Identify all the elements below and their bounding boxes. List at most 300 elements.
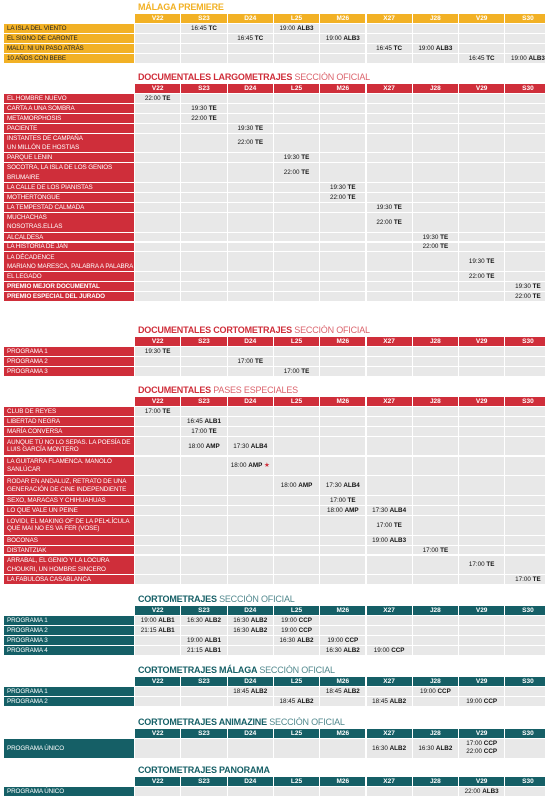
- schedule-cell: [459, 114, 504, 123]
- venue-code: CCP: [344, 636, 359, 644]
- venue-code: TE: [162, 347, 171, 355]
- film-title: [4, 252, 134, 271]
- schedule-cell: [459, 272, 504, 281]
- film-title: MARÍA CONVERSA: [4, 427, 134, 436]
- schedule-cell: [367, 104, 412, 113]
- schedule-cell: [228, 183, 273, 192]
- day-header-m26: M26: [320, 606, 365, 615]
- film-title: EL LEGADO: [4, 272, 134, 281]
- venue-code: TE: [254, 124, 264, 132]
- venue-code: ALB2: [297, 697, 314, 705]
- screening-time: 19:00 ALB1: [140, 616, 175, 624]
- schedule-cell: [367, 536, 412, 545]
- schedule-cell: [274, 536, 319, 545]
- schedule-cell: [274, 54, 319, 63]
- schedule-cell: [367, 44, 412, 53]
- schedule-cell: [505, 272, 545, 281]
- schedule-row: [4, 697, 541, 706]
- schedule-row: [4, 367, 541, 376]
- section-title: [138, 665, 335, 675]
- day-header-s23: S23: [181, 677, 226, 686]
- schedule-cell: [320, 417, 365, 426]
- schedule-cell: [413, 114, 458, 123]
- schedule-cell: [320, 575, 365, 584]
- film-title-line: CHOUKRI, UN HOMBRE SINCERO: [7, 566, 106, 574]
- schedule-cell: [181, 575, 226, 584]
- day-header-s23: S23: [181, 337, 226, 346]
- schedule-cell: [181, 134, 226, 153]
- schedule-cell: [274, 193, 319, 202]
- schedule-cell: [181, 506, 226, 515]
- schedule-cell: [459, 687, 504, 696]
- schedule-cell: [274, 739, 319, 758]
- schedule-cell: [367, 183, 412, 192]
- schedule-cell: [135, 292, 180, 301]
- schedule-cell: [505, 427, 545, 436]
- schedule-row: [4, 546, 541, 555]
- screening-time: 19:00 CCP: [466, 697, 498, 705]
- venue-code: ALB1: [158, 626, 175, 634]
- schedule-cell: [459, 697, 504, 706]
- schedule-row: [4, 282, 541, 291]
- schedule-cell: [135, 367, 180, 376]
- schedule-row: [4, 427, 541, 436]
- schedule-cell: [505, 496, 545, 505]
- schedule-cell: [274, 203, 319, 212]
- schedule-cell: [505, 575, 545, 584]
- screening-time: 16:30 ALB2: [186, 616, 221, 624]
- screening-time: 17:00 TE: [191, 427, 217, 435]
- schedule-cell: [228, 243, 273, 252]
- schedule-cell: [413, 34, 458, 43]
- screening-time: 16:30 ALB2: [372, 744, 407, 752]
- schedule-cell: [274, 556, 319, 575]
- day-header-j28: J28: [413, 606, 458, 615]
- screening-time: 19:30 TE: [191, 104, 217, 112]
- schedule-cell: [459, 496, 504, 505]
- schedule-cell: [274, 476, 319, 495]
- schedule-cell: [135, 506, 180, 515]
- schedule-cell: [367, 213, 412, 232]
- film-title: MOTHERTONGUE: [4, 193, 134, 202]
- schedule-cell: [181, 193, 226, 202]
- schedule-cell: [413, 124, 458, 133]
- schedule-cell: [459, 282, 504, 291]
- venue-code: TE: [486, 258, 495, 266]
- schedule-row: [4, 536, 541, 545]
- screening-time: 21:15 ALB1: [186, 646, 221, 654]
- venue-code: TE: [301, 154, 310, 162]
- header-spacer: [4, 84, 134, 93]
- film-title: LA HISTORIA DE JAN: [4, 243, 134, 252]
- schedule-cell: [320, 94, 365, 103]
- schedule-cell: [320, 687, 365, 696]
- schedule-cell: [320, 739, 365, 758]
- schedule-cell: [135, 575, 180, 584]
- schedule-cell: [367, 636, 412, 645]
- schedule-cell: [135, 183, 180, 192]
- schedule-cell: [459, 233, 504, 242]
- day-header-s30: S30: [505, 397, 545, 406]
- schedule-cell: [505, 54, 545, 63]
- screening-time: 16:30 ALB2: [325, 646, 360, 654]
- day-header-x27: X27: [367, 606, 412, 615]
- screening-time: 22:00 TE: [422, 243, 449, 251]
- schedule-cell: [274, 34, 319, 43]
- schedule-cell: [320, 506, 365, 515]
- day-header-l25: L25: [274, 606, 319, 615]
- day-header-x27: X27: [367, 777, 412, 786]
- venue-code: CCP: [483, 748, 498, 756]
- schedule-cell: [459, 476, 504, 495]
- schedule-cell: [413, 24, 458, 33]
- schedule-cell: [228, 282, 273, 291]
- section-title-main: CORTOMETRAJES PANORAMA: [138, 765, 270, 775]
- schedule-cell: [135, 556, 180, 575]
- schedule-cell: [459, 153, 504, 162]
- schedule-cell: [413, 476, 458, 495]
- header-spacer: [4, 14, 134, 23]
- schedule-cell: [459, 636, 504, 645]
- schedule-cell: [459, 203, 504, 212]
- screening-time: 17:00 TE: [422, 546, 449, 554]
- schedule-cell: [274, 134, 319, 153]
- schedule-cell: [459, 516, 504, 535]
- schedule-cell: [135, 272, 180, 281]
- schedule-cell: [135, 357, 180, 366]
- schedule-cell: [320, 347, 365, 356]
- screening-time: 19:00 CCP: [281, 626, 312, 634]
- schedule-cell: [459, 536, 504, 545]
- venue-code: TE: [162, 94, 171, 102]
- schedule-cell: [367, 233, 412, 242]
- screening-time: 22:00 TE: [376, 218, 402, 226]
- schedule-row: [4, 476, 541, 495]
- venue-code: TE: [532, 292, 541, 300]
- venue-code: ALB2: [250, 626, 268, 634]
- schedule-cell: [135, 104, 180, 113]
- schedule-cell: [413, 437, 458, 456]
- schedule-row: [4, 575, 541, 584]
- venue-code: CCP: [298, 626, 312, 634]
- schedule-row: [4, 34, 541, 43]
- schedule-cell: [228, 427, 273, 436]
- day-header-s30: S30: [505, 14, 545, 23]
- schedule-cell: [413, 697, 458, 706]
- schedule-cell: [459, 616, 504, 625]
- day-header-x27: X27: [367, 337, 412, 346]
- day-header-x27: X27: [367, 677, 412, 686]
- venue-code: TE: [208, 114, 217, 122]
- day-header-s23: S23: [181, 777, 226, 786]
- schedule-row: [4, 496, 541, 505]
- schedule-cell: [367, 282, 412, 291]
- schedule-row: [4, 407, 541, 416]
- section-title: [138, 594, 295, 604]
- schedule-cell: [228, 496, 273, 505]
- schedule-cell: [181, 417, 226, 426]
- schedule-cell: [367, 626, 412, 635]
- schedule-cell: [181, 367, 226, 376]
- schedule-cell: [181, 292, 226, 301]
- schedule-cell: [274, 282, 319, 291]
- venue-code: ALB3: [435, 44, 453, 52]
- film-title: LA GUITARRA FLAMENCA. MANOLO SANLÚCAR: [4, 457, 134, 476]
- venue-code: ALB3: [297, 24, 314, 32]
- schedule-cell: [505, 134, 545, 153]
- schedule-row: [4, 616, 541, 625]
- schedule-cell: [274, 124, 319, 133]
- schedule-cell: [320, 546, 365, 555]
- section-title: [138, 2, 224, 12]
- day-header-j28: J28: [413, 777, 458, 786]
- schedule-cell: [274, 516, 319, 535]
- screening-time: 17:00 TE: [144, 407, 171, 415]
- schedule-cell: [135, 94, 180, 103]
- schedule-cell: [413, 282, 458, 291]
- schedule-cell: [367, 357, 412, 366]
- schedule-cell: [320, 496, 365, 505]
- film-title: EL SIGNO DE CARONTE: [4, 34, 134, 43]
- schedule-row: [4, 636, 541, 645]
- screening-time: 17:00 TE: [376, 521, 402, 529]
- schedule-cell: [135, 636, 180, 645]
- schedule-cell: [413, 134, 458, 153]
- schedule-cell: [505, 367, 545, 376]
- screening-time: 17:30 ALB4: [233, 442, 268, 450]
- schedule-cell: [181, 357, 226, 366]
- day-header-v29: V29: [459, 729, 504, 738]
- schedule-cell: [367, 457, 412, 476]
- schedule-cell: [181, 34, 226, 43]
- schedule-cell: [228, 44, 273, 53]
- schedule-cell: [135, 54, 180, 63]
- schedule-cell: [228, 193, 273, 202]
- schedule-cell: [135, 252, 180, 271]
- screening-time: 19:00 ALB3: [325, 34, 360, 42]
- screening-time: 17:00 TE: [283, 367, 310, 375]
- screening-time: 16:30 ALB2: [233, 626, 268, 634]
- schedule-cell: [459, 347, 504, 356]
- day-header-row: [4, 777, 541, 786]
- schedule-cell: [413, 104, 458, 113]
- schedule-cell: [320, 104, 365, 113]
- schedule-row: [4, 203, 541, 212]
- schedule-row: [4, 626, 541, 635]
- schedule-cell: [459, 134, 504, 153]
- schedule-cell: [505, 516, 545, 535]
- schedule-cell: [459, 124, 504, 133]
- day-header-m26: M26: [320, 14, 365, 23]
- schedule-cell: [413, 646, 458, 655]
- film-title: RODAR EN ANDALUZ, RETRATO DE UNA GENERACIÓN DE CINE INDEPENDIENTE: [4, 476, 134, 495]
- schedule-cell: [228, 636, 273, 645]
- schedule-cell: [135, 44, 180, 53]
- schedule-cell: [228, 556, 273, 575]
- venue-code: AMP: [248, 462, 263, 470]
- schedule-cell: [181, 282, 226, 291]
- schedule-row: [4, 252, 541, 271]
- schedule-cell: [413, 739, 458, 758]
- film-title: LOVIDI, EL MAKING OF DE LA PEL•LÍCULA QUE MAI NO ES VA FER (VOSE): [4, 516, 134, 535]
- schedule-cell: [228, 134, 273, 153]
- schedule-row: [4, 104, 541, 113]
- schedule-cell: [181, 44, 226, 53]
- schedule-cell: [135, 347, 180, 356]
- day-header-v29: V29: [459, 606, 504, 615]
- schedule-cell: [320, 233, 365, 242]
- schedule-cell: [320, 114, 365, 123]
- schedule-cell: [413, 417, 458, 426]
- schedule-cell: [228, 687, 273, 696]
- day-header-s30: S30: [505, 777, 545, 786]
- schedule-cell: [320, 282, 365, 291]
- schedule-cell: [181, 496, 226, 505]
- section-title-main: CORTOMETRAJES ANIMAZINE: [138, 717, 267, 727]
- header-spacer: [4, 729, 134, 738]
- day-header-s23: S23: [181, 14, 226, 23]
- schedule-cell: [228, 163, 273, 182]
- schedule-cell: [228, 407, 273, 416]
- schedule-row: [4, 347, 541, 356]
- venue-code: CCP: [298, 616, 312, 624]
- film-title: 10 AÑOS CON BEBE: [4, 54, 134, 63]
- schedule-cell: [413, 556, 458, 575]
- film-title-line: UN MILLÓN DE HOSTIAS: [7, 144, 80, 152]
- schedule-row: [4, 94, 541, 103]
- film-title-line: SOCOTRA, LA ISLA DE LOS GENIOS: [7, 164, 113, 172]
- schedule-cell: [274, 213, 319, 232]
- schedule-cell: [228, 516, 273, 535]
- schedule-row: [4, 213, 541, 232]
- schedule-cell: [367, 616, 412, 625]
- section-subtitle: PASES ESPECIALES: [213, 385, 298, 395]
- schedule-cell: [228, 626, 273, 635]
- schedule-row: [4, 292, 541, 301]
- screening-time: 16:45 TC: [191, 24, 217, 32]
- schedule-row: [4, 556, 541, 575]
- venue-code: ALB3: [528, 54, 545, 62]
- venue-code: ALB3: [482, 787, 499, 795]
- schedule-cell: [459, 193, 504, 202]
- schedule-cell: [181, 646, 226, 655]
- schedule-cell: [181, 163, 226, 182]
- schedule-cell: [181, 183, 226, 192]
- schedule-cell: [367, 114, 412, 123]
- schedule-cell: [274, 243, 319, 252]
- schedule-cell: [459, 367, 504, 376]
- day-header-v29: V29: [459, 397, 504, 406]
- film-title: [4, 213, 134, 232]
- venue-code: TE: [440, 243, 449, 251]
- schedule-cell: [320, 646, 365, 655]
- day-header-v22: V22: [135, 337, 180, 346]
- schedule-cell: [505, 437, 545, 456]
- schedule-cell: [505, 252, 545, 271]
- schedule-cell: [135, 114, 180, 123]
- schedule-cell: [320, 616, 365, 625]
- day-header-m26: M26: [320, 729, 365, 738]
- schedule-cell: [320, 183, 365, 192]
- schedule-cell: [505, 357, 545, 366]
- day-header-v22: V22: [135, 677, 180, 686]
- day-header-d24: D24: [228, 14, 273, 23]
- schedule-row: [4, 114, 541, 123]
- screening-time: 19:00 CCP: [419, 687, 451, 695]
- day-header-v22: V22: [135, 397, 180, 406]
- schedule-cell: [505, 546, 545, 555]
- screening-time: 19:00 ALB3: [510, 54, 545, 62]
- schedule-cell: [505, 407, 545, 416]
- schedule-cell: [135, 233, 180, 242]
- screening-time: 22:00 TE: [283, 169, 310, 177]
- schedule-cell: [228, 646, 273, 655]
- film-title: BOCONAS: [4, 536, 134, 545]
- schedule-cell: [413, 575, 458, 584]
- day-header-l25: L25: [274, 729, 319, 738]
- section-title-main: DOCUMENTALES CORTOMETRAJES: [138, 325, 292, 335]
- schedule-cell: [413, 54, 458, 63]
- day-header-m26: M26: [320, 397, 365, 406]
- venue-code: AMP: [344, 506, 359, 514]
- schedule-cell: [135, 407, 180, 416]
- schedule-cell: [228, 203, 273, 212]
- schedule-cell: [505, 24, 545, 33]
- schedule-cell: [320, 457, 365, 476]
- schedule-cell: [274, 407, 319, 416]
- schedule-cell: [181, 94, 226, 103]
- schedule-cell: [413, 496, 458, 505]
- schedule-cell: [459, 739, 504, 758]
- schedule-cell: [367, 243, 412, 252]
- schedule-cell: [320, 124, 365, 133]
- schedule-cell: [505, 114, 545, 123]
- venue-code: ALB2: [389, 744, 407, 752]
- venue-code: TE: [162, 407, 171, 415]
- schedule-cell: [135, 646, 180, 655]
- section-subtitle: SECCIÓN OFICIAL: [294, 72, 370, 82]
- section-subtitle: SECCIÓN OFICIAL: [294, 325, 370, 335]
- schedule-cell: [274, 357, 319, 366]
- schedule-cell: [367, 153, 412, 162]
- schedule-cell: [367, 347, 412, 356]
- schedule-cell: [320, 213, 365, 232]
- schedule-cell: [181, 24, 226, 33]
- venue-code: CCP: [437, 687, 451, 695]
- section-title-main: CORTOMETRAJES MÁLAGA: [138, 665, 258, 675]
- schedule-row: [4, 357, 541, 366]
- section-title: [138, 325, 370, 335]
- section-title: [138, 385, 298, 395]
- screening-time: 19:00 CCP: [373, 646, 405, 654]
- screening-time: 16:30 ALB2: [418, 744, 453, 752]
- day-header-v29: V29: [459, 777, 504, 786]
- schedule-cell: [135, 616, 180, 625]
- schedule-cell: [367, 687, 412, 696]
- schedule-cell: [320, 536, 365, 545]
- day-header-row: [4, 729, 541, 738]
- schedule-cell: [181, 153, 226, 162]
- schedule-cell: [135, 546, 180, 555]
- schedule-row: [4, 124, 541, 133]
- venue-code: TC: [393, 44, 403, 52]
- day-header-v29: V29: [459, 677, 504, 686]
- venue-code: TE: [532, 283, 541, 291]
- schedule-cell: [459, 252, 504, 271]
- schedule-row: [4, 163, 541, 182]
- day-header-v22: V22: [135, 606, 180, 615]
- schedule-cell: [320, 697, 365, 706]
